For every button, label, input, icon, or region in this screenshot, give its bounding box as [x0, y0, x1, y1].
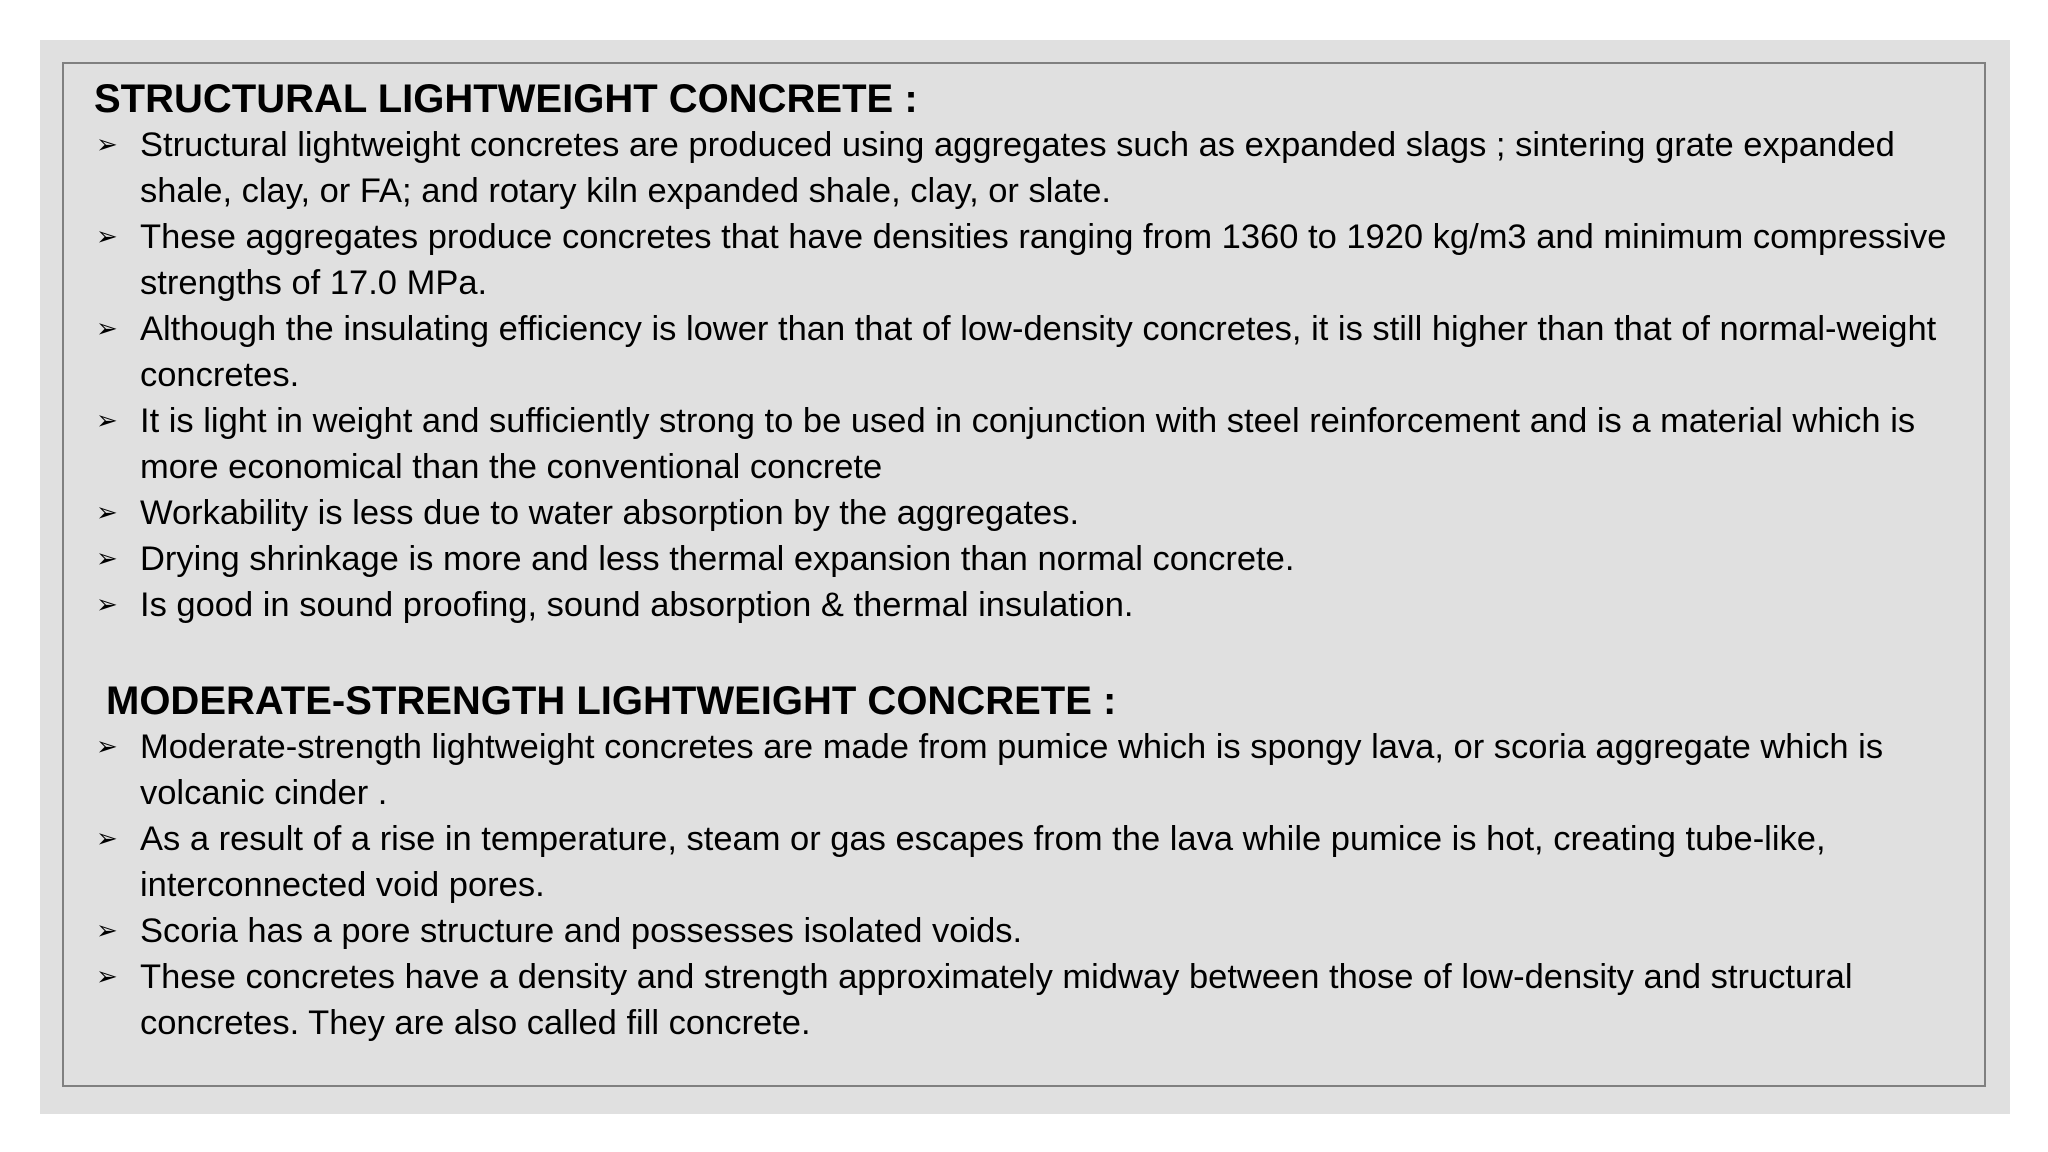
list-item: [92, 724, 1972, 816]
list-item-text: As a result of a rise in temperature, steam or gas escapes from the lava while pumice is hot, creating tube-like, interconnected void pores.: [140, 820, 1826, 904]
slide-background: [40, 40, 2010, 1114]
list-item: [92, 908, 1972, 954]
list-item: [92, 536, 1972, 582]
list-item-text: Workability is less due to water absorption by the aggregates.: [140, 494, 1080, 532]
list-item-text: Is good in sound proofing, sound absorption & thermal insulation.: [140, 586, 1134, 624]
arrow-bullet-icon: ➢: [96, 544, 118, 574]
list-item-text: Moderate-strength lightweight concretes are made from pumice which is spongy lava, or scoria aggregate which is volcanic cinder .: [140, 728, 1884, 812]
list-item-text: Scoria has a pore structure and possesses isolated voids.: [140, 912, 1023, 950]
list-item-text: Structural lightweight concretes are produced using aggregates such as expanded slags ; sintering grate expanded shale, clay, or FA; and rotary kiln expanded shale, clay, or slate.: [140, 126, 1895, 210]
content-panel: [62, 62, 1986, 1087]
list-item: [92, 306, 1972, 398]
arrow-bullet-icon: ➢: [96, 590, 118, 620]
arrow-bullet-icon: ➢: [96, 824, 118, 854]
list-item: [92, 122, 1972, 214]
list-item-text: Although the insulating efficiency is lower than that of low-density concretes, it is still higher than that of normal-weight concretes.: [140, 310, 1937, 394]
list-item: [92, 954, 1972, 1046]
section-heading-structural: STRUCTURAL LIGHTWEIGHT CONCRETE :: [94, 77, 918, 121]
bullet-list-structural: [92, 122, 1972, 628]
arrow-bullet-icon: ➢: [96, 962, 118, 992]
list-item-text: It is light in weight and sufficiently strong to be used in conjunction with steel reinforcement and is a material which is more economical than the conventional concrete: [140, 402, 1916, 486]
list-item: [92, 490, 1972, 536]
list-item-text: These concretes have a density and strength approximately midway between those of low-density and structural concretes. They are also called fill concrete.: [140, 958, 1853, 1042]
list-item: [92, 816, 1972, 908]
section-heading-moderate: MODERATE-STRENGTH LIGHTWEIGHT CONCRETE :: [106, 679, 1117, 723]
list-item-text: Drying shrinkage is more and less thermal expansion than normal concrete.: [140, 540, 1295, 578]
list-item: [92, 214, 1972, 306]
arrow-bullet-icon: ➢: [96, 732, 118, 762]
arrow-bullet-icon: ➢: [96, 498, 118, 528]
arrow-bullet-icon: ➢: [96, 130, 118, 160]
arrow-bullet-icon: ➢: [96, 314, 118, 344]
arrow-bullet-icon: ➢: [96, 406, 118, 436]
list-item: [92, 398, 1972, 490]
arrow-bullet-icon: ➢: [96, 916, 118, 946]
list-item-text: These aggregates produce concretes that have densities ranging from 1360 to 1920 kg/m3 and minimum compressive strengths of 17.0 MPa.: [140, 218, 1947, 302]
bullet-list-moderate: [92, 724, 1972, 1046]
list-item: [92, 582, 1972, 628]
arrow-bullet-icon: ➢: [96, 222, 118, 252]
